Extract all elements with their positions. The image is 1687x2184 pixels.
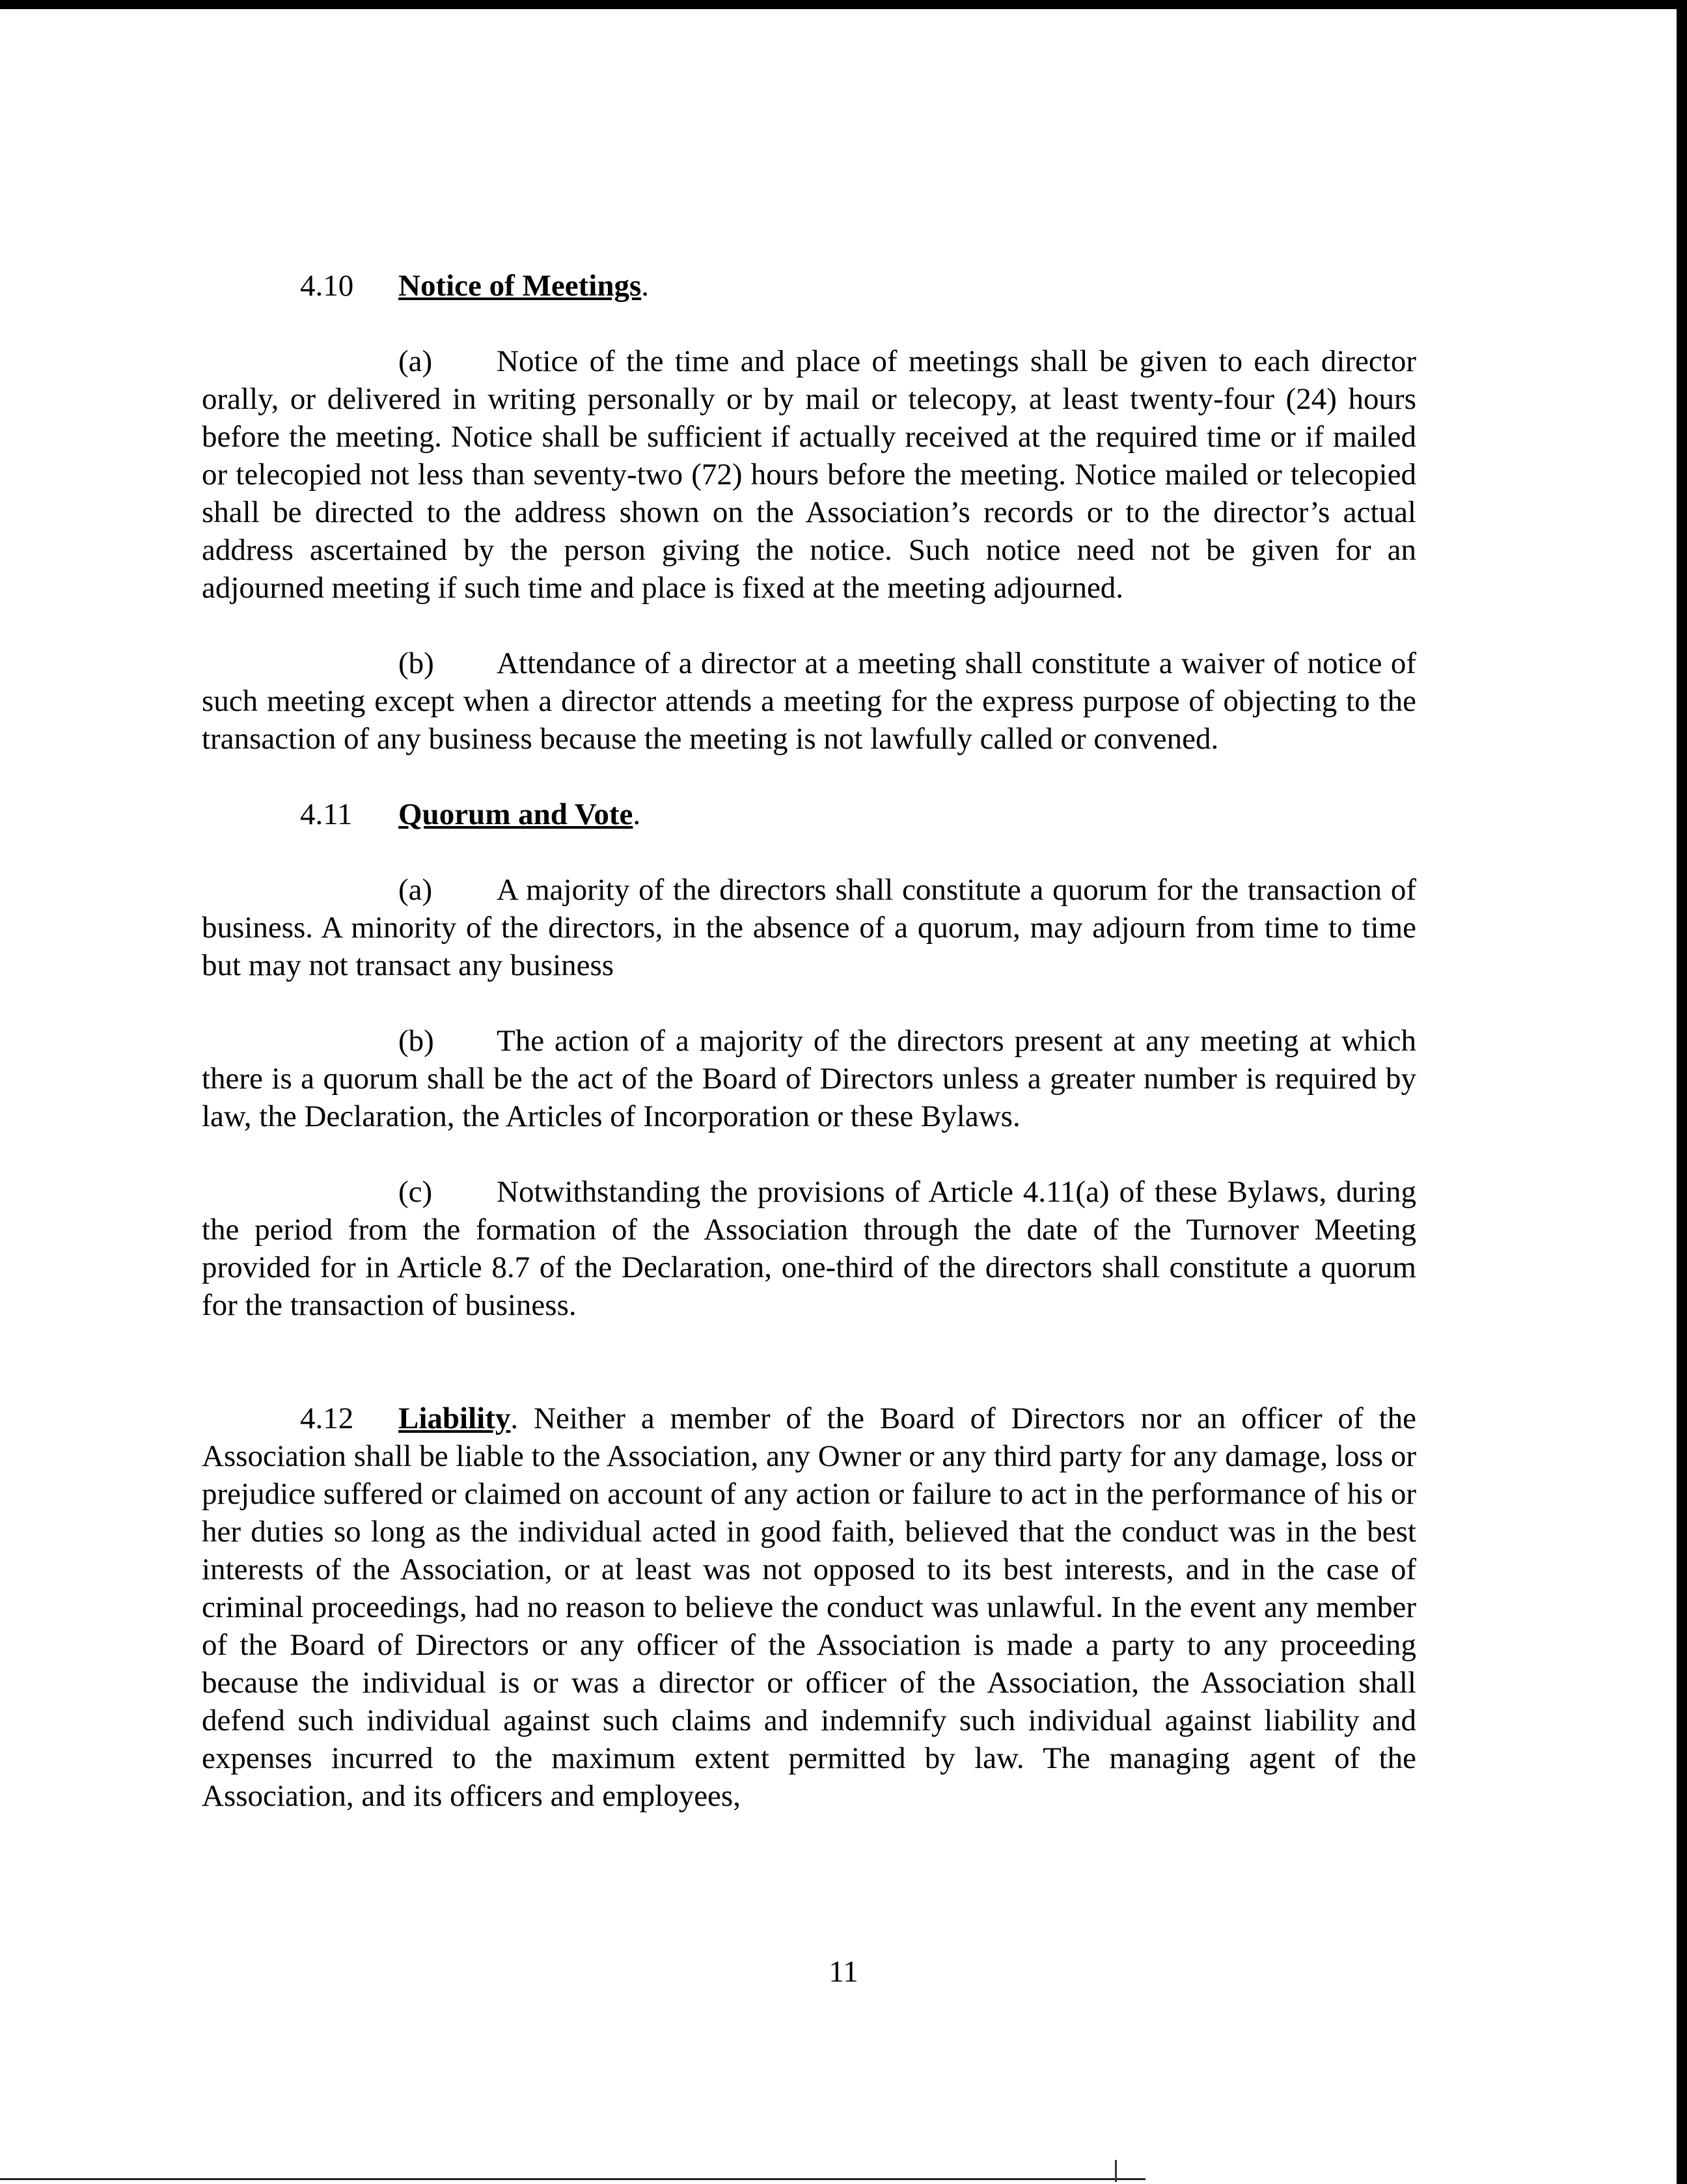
paragraph-4-11-b <box>202 1022 1416 1135</box>
paragraph-text: Neither a member of the Board of Directors nor an officer of the Association shall be liable to the Association, any Owner or any third party for any damage, loss or prejudice suffered or claimed on account of any action or failure to act in the performance of his or her duties so long as the individual acted in good faith, believed that the conduct was in the best interests of the Association, or at least was not opposed to its best interests, and in the case of criminal proceedings, had no reason to believe the conduct was unlawful. In the event any member of the Board of Directors or any officer of the Association is made a party to any proceeding because the individual is or was a director or officer of the Association, the Association shall defend such individual against such claims and indemnify such individual against liability and expenses incurred to the maximum extent permitted by law. The managing agent of the Association, and its officers and employees, <box>202 1402 1416 1813</box>
document-page <box>202 267 1416 1815</box>
paragraph-text: The action of a majority of the directors present at any meeting at which there is a quorum shall be the act of the Board of Directors unless a greater number is required by law, the Declaration, the Articles of Incorporation or these Bylaws. <box>202 1024 1416 1133</box>
paragraph-text: Attendance of a director at a meeting shall constitute a waiver of notice of such meeting except when a director attends a meeting for the express purpose of objecting to the transaction of any business because the meeting is not lawfully called or convened. <box>202 646 1416 756</box>
paragraph-label: (a) <box>398 344 433 378</box>
section-title: Quorum and Vote <box>398 797 633 831</box>
scan-artifact-mark <box>1115 2160 1117 2182</box>
paragraph-text: Notwithstanding the provisions of Article 4.11(a) of these Bylaws, during the period from the formation of the Association through the date of the Turnover Meeting provided for in Article 8.7 of the Declaration, one-third of the directors shall constitute a quorum for the transaction of business. <box>202 1175 1416 1322</box>
paragraph-label: (a) <box>398 873 433 907</box>
title-period: . <box>633 797 641 831</box>
paragraph-4-11-c <box>202 1173 1416 1324</box>
title-period: . <box>641 269 649 303</box>
scan-border-bottom <box>0 2178 1145 2180</box>
paragraph-label: (b) <box>398 646 434 680</box>
paragraph-label: (b) <box>398 1024 434 1058</box>
paragraph-text: A majority of the directors shall constitute a quorum for the transaction of business. A minority of the directors, in the absence of a quorum, may adjourn from time to time but may not transact any business <box>202 873 1416 982</box>
paragraph-text: Notice of the time and place of meetings shall be given to each director orally, or delivered in writing personally or by mail or telecopy, at least twenty-four (24) hours before the meeting. Notice shall be sufficient if actually received at the required time or if mailed or telecopied not less than seventy-two (72) hours before the meeting. Notice mailed or telecopied shall be directed to the address shown on the Association’s records or to the director’s actual address ascertained by the person giving the notice. Such notice need not be given for an adjourned meeting if such time and place is fixed at the meeting adjourned. <box>202 344 1416 605</box>
section-number: 4.11 <box>300 797 353 831</box>
section-title: Liability <box>398 1402 511 1435</box>
paragraph-label: (c) <box>398 1175 433 1209</box>
section-number: 4.12 <box>300 1402 354 1435</box>
scan-border-right <box>1677 0 1687 2184</box>
paragraph-4-11-a <box>202 871 1416 984</box>
page-number: 11 <box>829 1955 858 1989</box>
title-period: . <box>510 1402 534 1435</box>
scan-border-top <box>0 0 1687 9</box>
section-title: Notice of Meetings <box>398 269 642 303</box>
section-number: 4.10 <box>300 269 354 303</box>
section-heading-4-10 <box>202 267 1416 305</box>
paragraph-4-12 <box>202 1400 1416 1815</box>
paragraph-4-10-b <box>202 644 1416 758</box>
section-heading-4-11 <box>202 795 1416 833</box>
paragraph-4-10-a <box>202 342 1416 607</box>
